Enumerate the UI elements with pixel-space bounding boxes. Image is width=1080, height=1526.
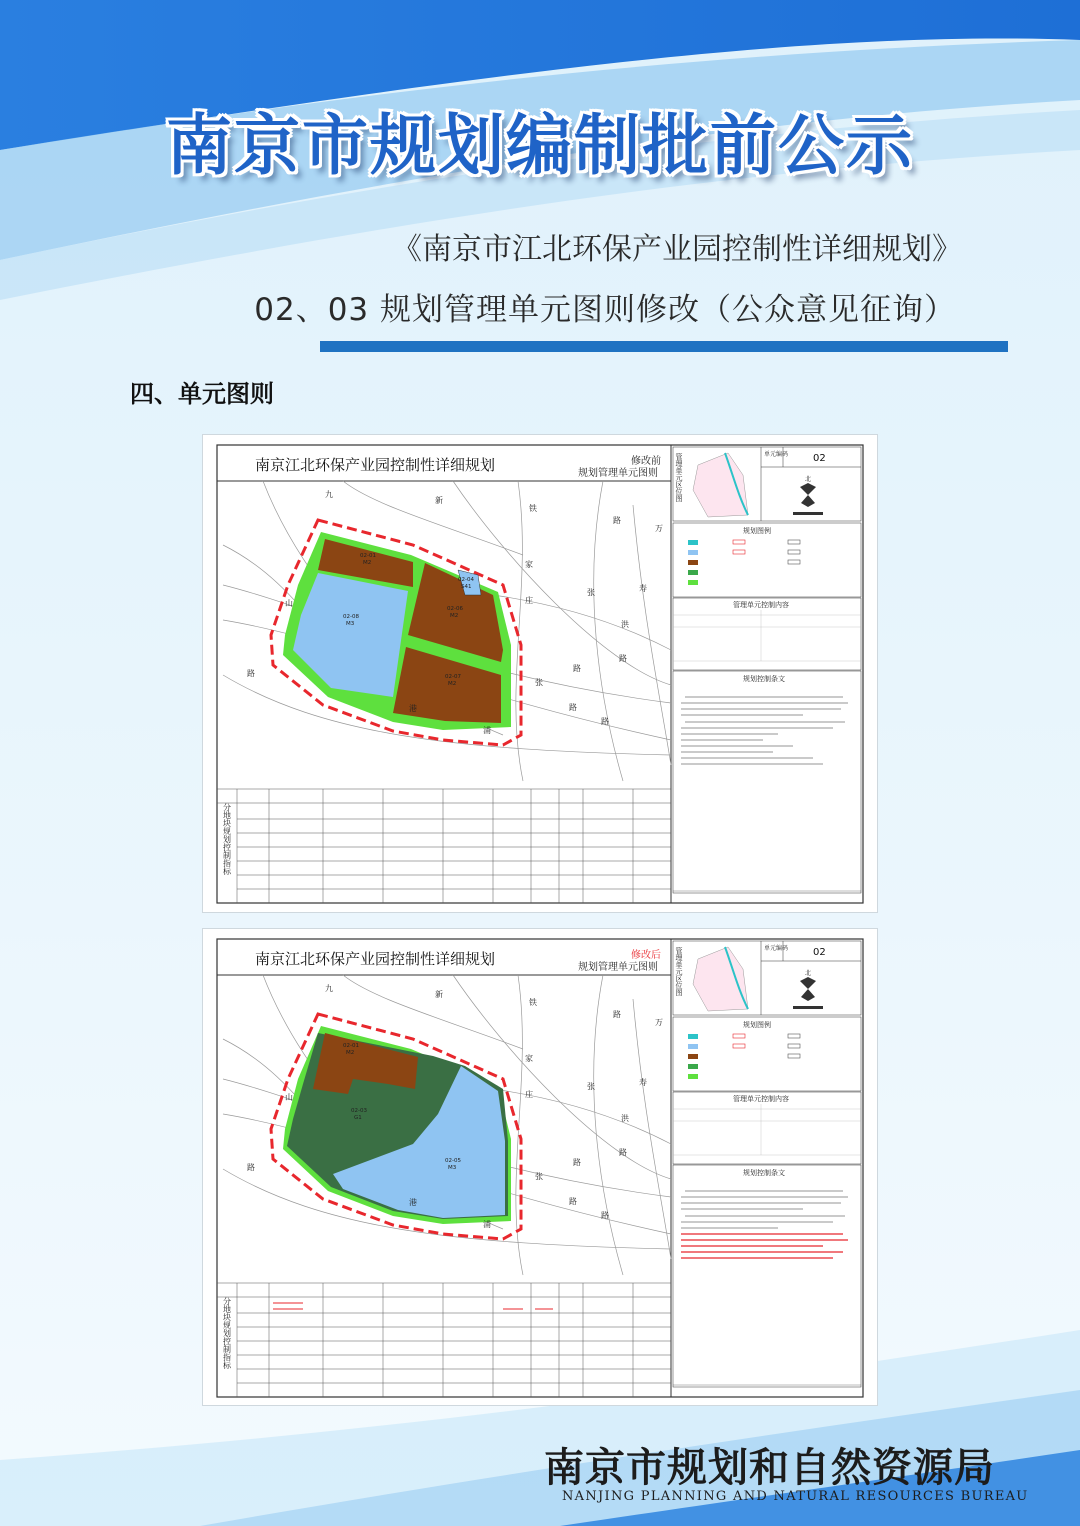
table-side-label: 分地块规划控制指标 — [222, 1297, 232, 1369]
road-label: 张 — [535, 678, 543, 687]
table-side-label: 分地块规划控制指标 — [222, 803, 232, 875]
parcel-use: M3 — [448, 1165, 457, 1171]
page-title: 南京市规划编制批前公示 — [166, 106, 914, 184]
road-label: 港 — [409, 704, 417, 713]
parcel-use: M2 — [450, 613, 459, 619]
sheet-type: 规划管理单元图则 — [578, 468, 658, 479]
road-label: 路 — [573, 1158, 581, 1167]
parcel-code: 02-01 — [343, 1043, 359, 1049]
sheet-title: 南京江北环保产业园控制性详细规划 — [255, 950, 496, 968]
road-label: 港 — [409, 1198, 417, 1207]
road-label: 路 — [247, 669, 255, 678]
road-label: 路 — [247, 1163, 255, 1172]
road-label: 路 — [601, 717, 609, 726]
section-heading: 四、单元图则 — [130, 380, 274, 408]
road-label: 万 — [655, 524, 663, 533]
parcel-code: 02-04 — [458, 577, 474, 583]
parcel-use: S41 — [461, 584, 472, 590]
revision-subtitle: 02、03 规划管理单元图则修改（公众意见征询） — [254, 292, 956, 328]
accent-divider — [320, 341, 1008, 352]
road-label: 寿 — [639, 584, 647, 593]
legend-title: 规划图例 — [743, 527, 771, 535]
unit-sheet-before-drawing — [203, 435, 877, 912]
road-label: 新 — [435, 496, 443, 505]
parcel-use: G1 — [354, 1115, 362, 1121]
control-content-title: 管理单元控制内容 — [733, 601, 789, 609]
unit-sheet-after — [203, 929, 877, 1405]
road-label: 路 — [573, 664, 581, 673]
parcel-code: 02-05 — [445, 1158, 461, 1164]
parcel-code: 02-06 — [447, 606, 463, 612]
parcel-use: M3 — [346, 621, 355, 627]
road-label: 九 — [325, 984, 333, 993]
status-label: 修改后 — [631, 950, 661, 961]
road-label: 山 — [285, 599, 293, 608]
parcel-code: 02-08 — [343, 614, 359, 620]
provisions-title: 规划控制条文 — [743, 1169, 785, 1177]
sheet-title: 南京江北环保产业园控制性详细规划 — [255, 456, 496, 474]
road-label: 路 — [619, 1148, 627, 1157]
unit-code: 02 — [813, 947, 826, 958]
road-label: 路 — [613, 1010, 621, 1019]
road-label: 寿 — [639, 1078, 647, 1087]
unit-sheet-before — [203, 435, 877, 912]
road-label: 张 — [587, 588, 595, 597]
control-content-title: 管理单元控制内容 — [733, 1095, 789, 1103]
road-label: 浦 — [483, 1220, 491, 1229]
status-label: 修改前 — [631, 456, 661, 467]
plan-name: 《南京市江北环保产业园控制性详细规划》 — [392, 232, 962, 267]
parcel-code: 02-01 — [360, 553, 376, 559]
road-label: 张 — [587, 1082, 595, 1091]
road-label: 铁 — [529, 504, 537, 513]
road-label: 新 — [435, 990, 443, 999]
provisions-box — [673, 1165, 861, 1387]
org-name-en: NANJING PLANNING AND NATURAL RESOURCES BUREAU — [562, 1489, 1029, 1504]
road-label: 路 — [569, 1197, 577, 1206]
road-label: 洪 — [621, 620, 629, 629]
parcel-code: 02-07 — [445, 674, 461, 680]
road-label: 家 — [525, 1054, 533, 1063]
sheet-type: 规划管理单元图则 — [578, 962, 658, 973]
road-label: 浦 — [483, 726, 491, 735]
unit-sheet-after-drawing — [203, 929, 877, 1405]
road-label: 路 — [613, 516, 621, 525]
provisions-box — [673, 671, 861, 893]
provisions-title: 规划控制条文 — [743, 675, 785, 683]
parcel-code: 02-03 — [351, 1108, 367, 1114]
road-label: 路 — [569, 703, 577, 712]
unit-code: 02 — [813, 453, 826, 464]
road-label: 庄 — [525, 596, 533, 605]
north-label: 北 — [805, 476, 812, 483]
location-map-label: 管理单元区位图 — [675, 947, 683, 996]
parcel-use: M2 — [448, 681, 457, 687]
parcel-use: M2 — [346, 1050, 355, 1056]
road-label: 万 — [655, 1018, 663, 1027]
location-map-label: 管理单元区位图 — [675, 453, 683, 502]
road-label: 路 — [619, 654, 627, 663]
north-label: 北 — [805, 970, 812, 977]
road-label: 路 — [601, 1211, 609, 1220]
road-label: 张 — [535, 1172, 543, 1181]
parcel-use: M2 — [363, 560, 372, 566]
road-label: 九 — [325, 490, 333, 499]
legend-title: 规划图例 — [743, 1021, 771, 1029]
org-name-cn: 南京市规划和自然资源局 — [544, 1444, 995, 1491]
unit-code-label: 单元编码 — [764, 945, 789, 952]
unit-code-label: 单元编码 — [764, 451, 789, 458]
road-label: 山 — [285, 1093, 293, 1102]
road-label: 庄 — [525, 1090, 533, 1099]
road-label: 家 — [525, 560, 533, 569]
road-label: 铁 — [529, 998, 537, 1007]
road-label: 洪 — [621, 1114, 629, 1123]
